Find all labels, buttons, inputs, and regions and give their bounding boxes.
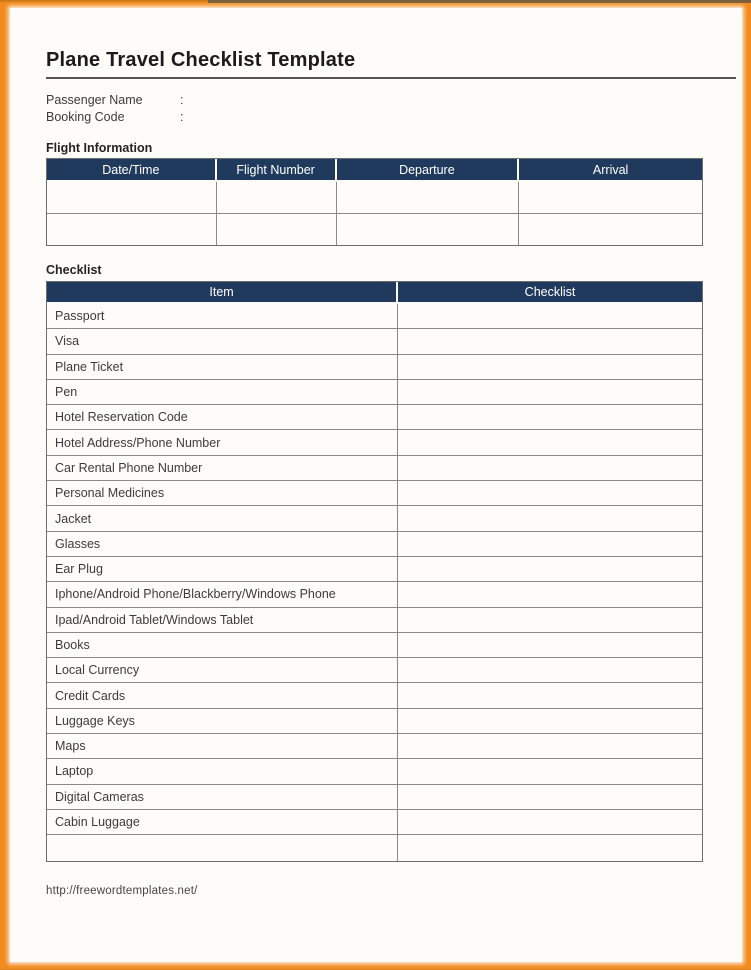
flight-information-heading: Flight Information (46, 141, 153, 155)
checklist-row (47, 709, 702, 734)
checklist-mark-cell (398, 633, 702, 658)
checklist-item-label: Credit Cards (47, 683, 398, 708)
checklist-empty-cell (47, 835, 398, 860)
flight-empty-cell (217, 214, 337, 246)
checklist-item-label: Pen (47, 380, 398, 405)
passenger-name-label: Passenger Name (46, 93, 143, 107)
checklist-item-label: Maps (47, 734, 398, 759)
checklist-item-label: Luggage Keys (47, 709, 398, 734)
title-block (46, 48, 736, 79)
checklist-mark-cell (398, 481, 702, 506)
checklist-empty-cell (398, 835, 702, 860)
flight-table-body (47, 182, 702, 245)
checklist-item-label: Glasses (47, 532, 398, 557)
checklist-mark-cell (398, 557, 702, 582)
checklist-mark-cell (398, 329, 702, 354)
checklist-item-label: Car Rental Phone Number (47, 456, 398, 481)
checklist-mark-cell (398, 532, 702, 557)
checklist-mark-cell (398, 658, 702, 683)
flight-column-header: Date/Time (47, 159, 217, 182)
flight-empty-cell (217, 182, 337, 214)
checklist-row (47, 380, 702, 405)
checklist-item-label: Hotel Address/Phone Number (47, 430, 398, 455)
checklist-item-label: Visa (47, 329, 398, 354)
checklist-row (47, 658, 702, 683)
checklist-row (47, 608, 702, 633)
checklist-column-header: Checklist (398, 282, 702, 304)
checklist-row (47, 405, 702, 430)
checklist-empty-row (47, 835, 702, 860)
checklist-item-label: Cabin Luggage (47, 810, 398, 835)
checklist-mark-cell (398, 304, 702, 329)
checklist-mark-cell (398, 759, 702, 784)
checklist-row (47, 304, 702, 329)
checklist-item-label: Hotel Reservation Code (47, 405, 398, 430)
checklist-row (47, 456, 702, 481)
checklist-item-label: Iphone/Android Phone/Blackberry/Windows Phone (47, 582, 398, 607)
checklist-row (47, 481, 702, 506)
checklist-mark-cell (398, 683, 702, 708)
flight-column-header: Departure (337, 159, 520, 182)
checklist-row (47, 582, 702, 607)
checklist-mark-cell (398, 608, 702, 633)
checklist-item-label: Jacket (47, 506, 398, 531)
checklist-mark-cell (398, 709, 702, 734)
checklist-row (47, 734, 702, 759)
checklist-item-label: Plane Ticket (47, 355, 398, 380)
checklist-mark-cell (398, 380, 702, 405)
flight-empty-cell (337, 182, 520, 214)
checklist-table-header-row (47, 282, 702, 304)
flight-table-header-row (47, 159, 702, 182)
checklist-row (47, 785, 702, 810)
booking-code-row (46, 109, 742, 126)
checklist-row (47, 532, 702, 557)
checklist-item-label: Ipad/Android Tablet/Windows Tablet (47, 608, 398, 633)
checklist-item-label: Digital Cameras (47, 785, 398, 810)
flight-empty-cell (47, 182, 217, 214)
checklist-row (47, 506, 702, 531)
passenger-name-value (194, 92, 742, 109)
passenger-name-row (46, 92, 742, 109)
checklist-mark-cell (398, 456, 702, 481)
checklist-item-label: Personal Medicines (47, 481, 398, 506)
checklist-mark-cell (398, 785, 702, 810)
footer-url: http://freewordtemplates.net/ (46, 884, 198, 897)
checklist-row (47, 683, 702, 708)
flight-empty-cell (47, 214, 217, 246)
top-edge-shade (208, 0, 751, 3)
flight-column-header: Flight Number (217, 159, 337, 182)
flight-empty-cell (519, 214, 702, 246)
page-title: Plane Travel Checklist Template (46, 49, 356, 71)
checklist-row (47, 810, 702, 835)
checklist-table-body (47, 304, 702, 861)
checklist-item-label: Local Currency (47, 658, 398, 683)
passenger-info (46, 92, 742, 126)
colon-separator: : (180, 110, 184, 124)
flight-table-row (47, 182, 702, 214)
document-page (10, 8, 742, 962)
checklist-item-label: Laptop (47, 759, 398, 784)
checklist-mark-cell (398, 810, 702, 835)
flight-empty-cell (337, 214, 520, 246)
checklist-row (47, 633, 702, 658)
flight-information-table (46, 158, 703, 246)
flight-table-row (47, 214, 702, 246)
checklist-item-label: Ear Plug (47, 557, 398, 582)
checklist-mark-cell (398, 734, 702, 759)
checklist-mark-cell (398, 582, 702, 607)
checklist-row (47, 355, 702, 380)
checklist-row (47, 430, 702, 455)
checklist-column-header: Item (47, 282, 398, 304)
checklist-mark-cell (398, 506, 702, 531)
checklist-mark-cell (398, 430, 702, 455)
colon-separator: : (180, 93, 184, 107)
checklist-mark-cell (398, 405, 702, 430)
checklist-table (46, 281, 703, 862)
checklist-heading: Checklist (46, 263, 102, 277)
booking-code-value (194, 109, 742, 126)
booking-code-label: Booking Code (46, 110, 125, 124)
checklist-row (47, 329, 702, 354)
checklist-row (47, 759, 702, 784)
checklist-item-label: Books (47, 633, 398, 658)
checklist-row (47, 557, 702, 582)
flight-empty-cell (519, 182, 702, 214)
checklist-item-label: Passport (47, 304, 398, 329)
flight-column-header: Arrival (519, 159, 702, 182)
checklist-mark-cell (398, 355, 702, 380)
